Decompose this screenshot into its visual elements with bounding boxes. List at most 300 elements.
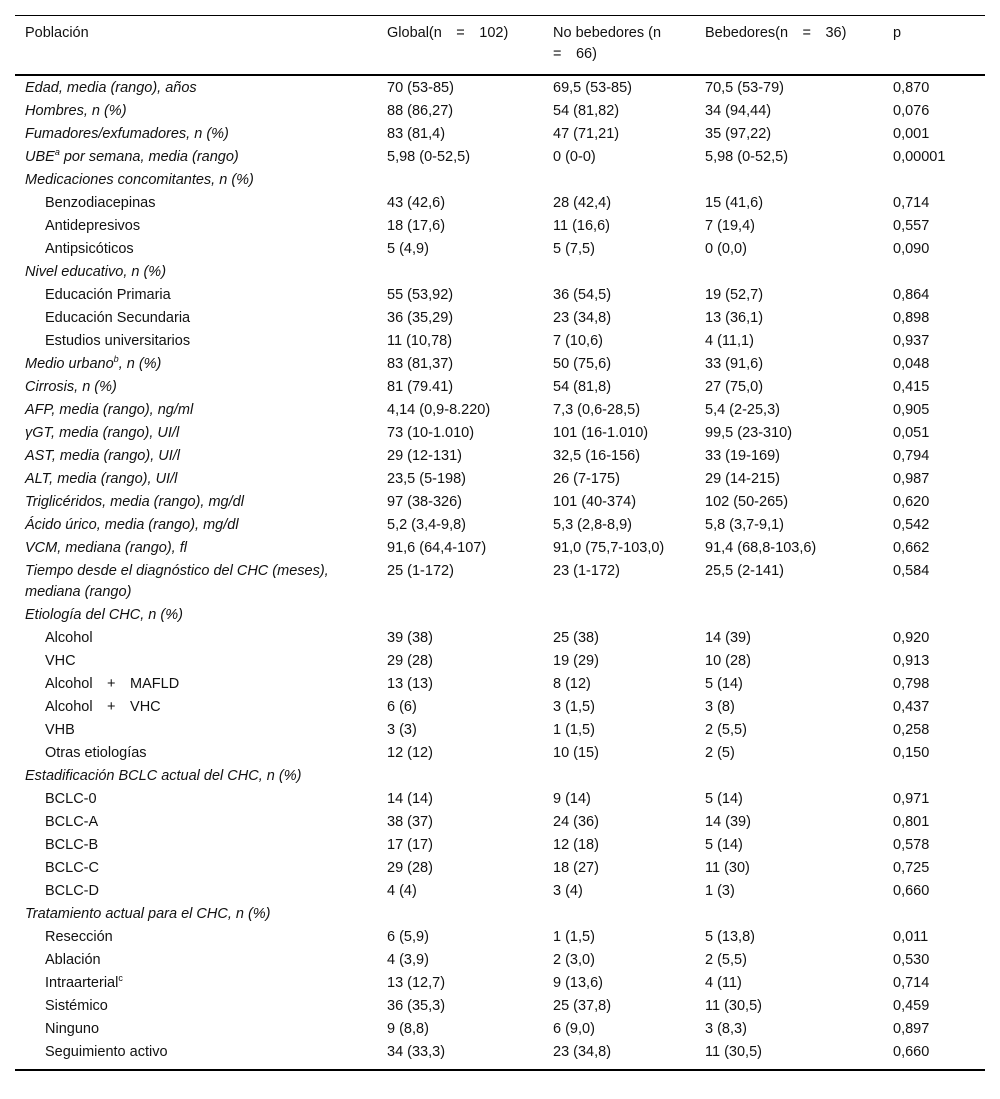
row-label-text: Tratamiento actual para el CHC, n (%) bbox=[25, 906, 271, 922]
cell-global: 14 (14) bbox=[387, 791, 433, 807]
cell-bebedores: 5,98 (0-52,5) bbox=[705, 149, 789, 165]
cell-no-bebedores: 24 (36) bbox=[553, 814, 599, 830]
cell-p-value: 0,798 bbox=[893, 676, 930, 692]
row-label-text: Intraarterial bbox=[45, 975, 119, 991]
cell-global: 29 (28) bbox=[387, 860, 433, 876]
header-bebedores: Bebedores(n = 36) bbox=[705, 25, 847, 41]
cell-bebedores: 14 (39) bbox=[705, 814, 751, 830]
table-row bbox=[15, 995, 985, 1018]
cell-global: 3 (3) bbox=[387, 722, 417, 738]
table-row bbox=[15, 627, 985, 650]
cell-p-value: 0,437 bbox=[893, 699, 930, 715]
cell-p-value: 0,864 bbox=[893, 287, 930, 303]
cell-p-value: 0,794 bbox=[893, 448, 930, 464]
row-sublabel bbox=[15, 192, 377, 215]
cell-bebedores: 33 (91,6) bbox=[705, 356, 764, 372]
row-label-text: Alcohol + MAFLD bbox=[45, 676, 180, 692]
cell-global: 13 (12,7) bbox=[387, 975, 446, 991]
cell-no-bebedores: 101 (16-1.010) bbox=[553, 425, 649, 441]
row-label bbox=[15, 169, 377, 192]
table-row bbox=[15, 468, 985, 491]
row-label bbox=[15, 376, 377, 399]
cell-global: 5,98 (0-52,5) bbox=[387, 149, 471, 165]
table-row bbox=[15, 650, 985, 673]
cell-no-bebedores: 18 (27) bbox=[553, 860, 599, 876]
row-label-text: Edad, media (rango), años bbox=[25, 80, 197, 96]
row-label-text: BCLC-A bbox=[45, 814, 99, 830]
cell-global: 12 (12) bbox=[387, 745, 433, 761]
cell-global: 36 (35,3) bbox=[387, 998, 446, 1014]
cell-global: 83 (81,37) bbox=[387, 356, 454, 372]
table-row bbox=[15, 537, 985, 560]
table-row bbox=[15, 560, 985, 604]
cell-p-value: 0,801 bbox=[893, 814, 930, 830]
row-label bbox=[15, 903, 377, 926]
cell-no-bebedores: 9 (14) bbox=[553, 791, 591, 807]
table-row bbox=[15, 765, 985, 788]
table-row bbox=[15, 192, 985, 215]
table-row bbox=[15, 330, 985, 353]
footnote-marker: c bbox=[118, 973, 123, 983]
cell-p-value: 0,662 bbox=[893, 540, 930, 556]
cell-bebedores: 4 (11,1) bbox=[705, 333, 754, 349]
table-row bbox=[15, 261, 985, 284]
row-label-text: Ácido úrico, media (rango), mg/dl bbox=[25, 517, 239, 533]
row-sublabel bbox=[15, 215, 377, 238]
row-label bbox=[15, 468, 377, 491]
cell-global bbox=[377, 604, 543, 627]
cell-global: 36 (35,29) bbox=[387, 310, 454, 326]
table-row bbox=[15, 673, 985, 696]
cell-global: 29 (12-131) bbox=[387, 448, 462, 464]
cell-no-bebedores bbox=[543, 604, 695, 627]
header-row bbox=[15, 16, 985, 76]
cell-bebedores: 102 (50-265) bbox=[705, 494, 789, 510]
row-sublabel bbox=[15, 742, 377, 765]
cell-bebedores: 2 (5) bbox=[705, 745, 735, 761]
cell-global: 23,5 (5-198) bbox=[387, 471, 466, 487]
row-sublabel bbox=[15, 696, 377, 719]
row-label-text: Hombres, n (%) bbox=[25, 103, 127, 119]
row-label-text: Ablación bbox=[45, 952, 101, 968]
row-label-text: Fumadores/exfumadores, n (%) bbox=[25, 126, 229, 142]
cell-no-bebedores: 8 (12) bbox=[553, 676, 591, 692]
cell-no-bebedores: 91,0 (75,7-103,0) bbox=[553, 540, 665, 556]
table-row bbox=[15, 284, 985, 307]
row-label-text: Alcohol bbox=[45, 630, 93, 646]
cell-global: 81 (79.41) bbox=[387, 379, 454, 395]
cell-bebedores: 3 (8,3) bbox=[705, 1021, 747, 1037]
cell-global: 9 (8,8) bbox=[387, 1021, 429, 1037]
row-label-text: BCLC-B bbox=[45, 837, 99, 853]
cell-p-value bbox=[883, 261, 985, 284]
table-row bbox=[15, 1041, 985, 1070]
table-row bbox=[15, 1018, 985, 1041]
row-label bbox=[15, 399, 377, 422]
cell-global: 4 (4) bbox=[387, 883, 417, 899]
cell-bebedores: 91,4 (68,8-103,6) bbox=[705, 540, 817, 556]
table-row bbox=[15, 422, 985, 445]
header-global: Global(n = 102) bbox=[387, 25, 509, 41]
cell-global: 88 (86,27) bbox=[387, 103, 454, 119]
row-sublabel bbox=[15, 284, 377, 307]
table-row bbox=[15, 445, 985, 468]
header-p-value: p bbox=[893, 25, 902, 41]
cell-no-bebedores: 11 (16,6) bbox=[553, 218, 610, 234]
row-sublabel bbox=[15, 926, 377, 949]
population-characteristics-table bbox=[15, 15, 985, 1071]
header-poblacion: Población bbox=[25, 25, 89, 41]
cell-global: 29 (28) bbox=[387, 653, 433, 669]
cell-p-value: 0,660 bbox=[893, 1044, 930, 1060]
row-sublabel bbox=[15, 857, 377, 880]
footnote-marker: b bbox=[113, 354, 119, 364]
cell-global: 4 (3,9) bbox=[387, 952, 429, 968]
cell-bebedores: 1 (3) bbox=[705, 883, 735, 899]
cell-p-value: 0,542 bbox=[893, 517, 930, 533]
table-row bbox=[15, 215, 985, 238]
cell-global: 73 (10-1.010) bbox=[387, 425, 475, 441]
cell-global bbox=[377, 261, 543, 284]
cell-no-bebedores: 0 (0-0) bbox=[553, 149, 596, 165]
cell-no-bebedores: 5 (7,5) bbox=[553, 241, 595, 257]
cell-bebedores: 14 (39) bbox=[705, 630, 751, 646]
cell-no-bebedores: 23 (34,8) bbox=[553, 1044, 612, 1060]
cell-bebedores: 25,5 (2-141) bbox=[705, 563, 784, 579]
cell-bebedores: 5 (14) bbox=[705, 676, 743, 692]
row-label bbox=[15, 491, 377, 514]
cell-p-value: 0,011 bbox=[893, 929, 929, 945]
cell-bebedores: 10 (28) bbox=[705, 653, 751, 669]
row-label-text: BCLC-C bbox=[45, 860, 99, 876]
cell-no-bebedores: 9 (13,6) bbox=[553, 975, 603, 991]
cell-global: 38 (37) bbox=[387, 814, 433, 830]
cell-bebedores: 11 (30,5) bbox=[705, 998, 762, 1014]
cell-no-bebedores: 5,3 (2,8-8,9) bbox=[553, 517, 632, 533]
row-label-text: Medicaciones concomitantes, n (%) bbox=[25, 172, 254, 188]
row-label-text: Antipsicóticos bbox=[45, 241, 134, 257]
row-sublabel bbox=[15, 238, 377, 261]
cell-p-value bbox=[883, 903, 985, 926]
row-label bbox=[15, 75, 377, 100]
cell-no-bebedores: 23 (1-172) bbox=[553, 563, 620, 579]
results-table-container bbox=[15, 15, 985, 1071]
cell-no-bebedores: 2 (3,0) bbox=[553, 952, 595, 968]
table-row bbox=[15, 75, 985, 100]
cell-p-value: 0,937 bbox=[893, 333, 930, 349]
row-label bbox=[15, 537, 377, 560]
cell-p-value: 0,987 bbox=[893, 471, 930, 487]
cell-no-bebedores: 3 (1,5) bbox=[553, 699, 595, 715]
cell-bebedores: 3 (8) bbox=[705, 699, 735, 715]
cell-p-value bbox=[883, 169, 985, 192]
row-label-text: γGT, media (rango), UI/l bbox=[25, 425, 180, 441]
cell-global bbox=[377, 903, 543, 926]
cell-bebedores: 13 (36,1) bbox=[705, 310, 764, 326]
row-label-text: VHC bbox=[45, 653, 76, 669]
cell-bebedores: 5 (14) bbox=[705, 837, 743, 853]
cell-p-value: 0,001 bbox=[893, 126, 930, 142]
cell-p-value: 0,913 bbox=[893, 653, 930, 669]
row-sublabel bbox=[15, 307, 377, 330]
cell-bebedores: 99,5 (23-310) bbox=[705, 425, 793, 441]
cell-bebedores: 4 (11) bbox=[705, 975, 742, 991]
row-sublabel bbox=[15, 1018, 377, 1041]
footnote-marker: a bbox=[54, 147, 60, 157]
cell-p-value: 0,258 bbox=[893, 722, 930, 738]
table-row bbox=[15, 514, 985, 537]
cell-bebedores: 70,5 (53-79) bbox=[705, 80, 784, 96]
cell-p-value: 0,584 bbox=[893, 563, 930, 579]
table-row bbox=[15, 399, 985, 422]
cell-no-bebedores: 28 (42,4) bbox=[553, 195, 612, 211]
cell-p-value: 0,00001 bbox=[893, 149, 946, 165]
cell-bebedores: 19 (52,7) bbox=[705, 287, 764, 303]
cell-global: 39 (38) bbox=[387, 630, 433, 646]
cell-p-value: 0,076 bbox=[893, 103, 930, 119]
cell-p-value: 0,897 bbox=[893, 1021, 930, 1037]
cell-global: 13 (13) bbox=[387, 676, 433, 692]
row-label-text: UBE bbox=[25, 149, 55, 165]
row-label-text: Educación Primaria bbox=[45, 287, 171, 303]
table-row bbox=[15, 811, 985, 834]
row-label bbox=[15, 560, 377, 604]
row-sublabel bbox=[15, 811, 377, 834]
cell-p-value: 0,150 bbox=[893, 745, 930, 761]
header-no-bebedores: No bebedores (n = 66) bbox=[553, 25, 676, 62]
table-row bbox=[15, 788, 985, 811]
row-sublabel bbox=[15, 949, 377, 972]
cell-no-bebedores: 19 (29) bbox=[553, 653, 599, 669]
row-label-text: VHB bbox=[45, 722, 75, 738]
cell-global: 55 (53,92) bbox=[387, 287, 454, 303]
cell-global: 5 (4,9) bbox=[387, 241, 429, 257]
row-label-text: Sistémico bbox=[45, 998, 108, 1014]
table-row bbox=[15, 903, 985, 926]
cell-no-bebedores: 50 (75,6) bbox=[553, 356, 612, 372]
row-label-text: Tiempo desde el diagnóstico del CHC (meses), mediana (rango) bbox=[25, 563, 329, 600]
row-label bbox=[15, 146, 377, 169]
row-label-text: Etiología del CHC, n (%) bbox=[25, 607, 183, 623]
cell-bebedores bbox=[695, 604, 883, 627]
cell-global: 6 (5,9) bbox=[387, 929, 429, 945]
row-label bbox=[15, 445, 377, 468]
cell-p-value: 0,971 bbox=[893, 791, 930, 807]
row-label-text: BCLC-0 bbox=[45, 791, 97, 807]
cell-no-bebedores: 101 (40-374) bbox=[553, 494, 637, 510]
row-label bbox=[15, 353, 377, 376]
cell-no-bebedores: 6 (9,0) bbox=[553, 1021, 595, 1037]
row-label-text: BCLC-D bbox=[45, 883, 99, 899]
cell-p-value: 0,725 bbox=[893, 860, 930, 876]
cell-no-bebedores: 54 (81,8) bbox=[553, 379, 612, 395]
cell-p-value: 0,048 bbox=[893, 356, 930, 372]
cell-global: 43 (42,6) bbox=[387, 195, 446, 211]
cell-p-value: 0,660 bbox=[893, 883, 930, 899]
cell-no-bebedores: 69,5 (53-85) bbox=[553, 80, 632, 96]
table-header bbox=[15, 16, 985, 76]
cell-global: 4,14 (0,9-8.220) bbox=[387, 402, 491, 418]
row-label bbox=[15, 100, 377, 123]
cell-bebedores: 35 (97,22) bbox=[705, 126, 772, 142]
table-row bbox=[15, 353, 985, 376]
cell-p-value: 0,557 bbox=[893, 218, 930, 234]
cell-no-bebedores bbox=[543, 903, 695, 926]
row-label-text: Triglicéridos, media (rango), mg/dl bbox=[25, 494, 244, 510]
cell-bebedores: 15 (41,6) bbox=[705, 195, 764, 211]
table-row bbox=[15, 857, 985, 880]
table-row bbox=[15, 238, 985, 261]
cell-no-bebedores: 32,5 (16-156) bbox=[553, 448, 641, 464]
cell-global bbox=[377, 169, 543, 192]
cell-no-bebedores: 12 (18) bbox=[553, 837, 599, 853]
row-label-text: Nivel educativo, n (%) bbox=[25, 264, 167, 280]
cell-p-value: 0,530 bbox=[893, 952, 930, 968]
table-row bbox=[15, 742, 985, 765]
cell-bebedores: 2 (5,5) bbox=[705, 722, 747, 738]
cell-p-value: 0,051 bbox=[893, 425, 930, 441]
cell-p-value: 0,920 bbox=[893, 630, 930, 646]
cell-global: 91,6 (64,4-107) bbox=[387, 540, 487, 556]
cell-no-bebedores: 23 (34,8) bbox=[553, 310, 612, 326]
row-sublabel bbox=[15, 834, 377, 857]
row-sublabel bbox=[15, 330, 377, 353]
cell-bebedores bbox=[695, 903, 883, 926]
table-body bbox=[15, 75, 985, 1070]
cell-bebedores: 5,4 (2-25,3) bbox=[705, 402, 780, 418]
row-sublabel bbox=[15, 673, 377, 696]
row-label bbox=[15, 422, 377, 445]
table-row bbox=[15, 604, 985, 627]
cell-no-bebedores: 1 (1,5) bbox=[553, 722, 595, 738]
table-row bbox=[15, 834, 985, 857]
row-label-text: AFP, media (rango), ng/ml bbox=[25, 402, 194, 418]
row-label-text: Benzodiacepinas bbox=[45, 195, 156, 211]
cell-bebedores: 5 (13,8) bbox=[705, 929, 755, 945]
cell-global: 5,2 (3,4-9,8) bbox=[387, 517, 466, 533]
table-row bbox=[15, 307, 985, 330]
cell-no-bebedores: 1 (1,5) bbox=[553, 929, 595, 945]
cell-p-value: 0,905 bbox=[893, 402, 930, 418]
cell-p-value: 0,090 bbox=[893, 241, 930, 257]
cell-global: 17 (17) bbox=[387, 837, 433, 853]
cell-no-bebedores: 54 (81,82) bbox=[553, 103, 620, 119]
row-sublabel bbox=[15, 627, 377, 650]
table-row bbox=[15, 169, 985, 192]
table-row bbox=[15, 146, 985, 169]
cell-bebedores: 29 (14-215) bbox=[705, 471, 780, 487]
cell-global: 25 (1-172) bbox=[387, 563, 454, 579]
cell-p-value: 0,898 bbox=[893, 310, 930, 326]
row-label bbox=[15, 123, 377, 146]
table-row bbox=[15, 376, 985, 399]
cell-bebedores: 34 (94,44) bbox=[705, 103, 772, 119]
cell-no-bebedores bbox=[543, 261, 695, 284]
cell-bebedores bbox=[695, 765, 883, 788]
row-label-suffix: , n (%) bbox=[118, 356, 162, 372]
row-sublabel bbox=[15, 650, 377, 673]
row-label-text: Medio urbano bbox=[25, 356, 114, 372]
cell-p-value: 0,870 bbox=[893, 80, 930, 96]
table-row bbox=[15, 491, 985, 514]
cell-bebedores: 5 (14) bbox=[705, 791, 743, 807]
table-row bbox=[15, 949, 985, 972]
cell-no-bebedores: 25 (37,8) bbox=[553, 998, 612, 1014]
row-label bbox=[15, 514, 377, 537]
row-sublabel bbox=[15, 1041, 377, 1070]
row-sublabel bbox=[15, 995, 377, 1018]
row-label-text: Ninguno bbox=[45, 1021, 100, 1037]
cell-global: 6 (6) bbox=[387, 699, 417, 715]
table-row bbox=[15, 880, 985, 903]
cell-global: 97 (38-326) bbox=[387, 494, 462, 510]
cell-no-bebedores: 7,3 (0,6-28,5) bbox=[553, 402, 641, 418]
cell-p-value: 0,459 bbox=[893, 998, 930, 1014]
cell-bebedores: 5,8 (3,7-9,1) bbox=[705, 517, 784, 533]
cell-bebedores: 7 (19,4) bbox=[705, 218, 755, 234]
cell-bebedores: 27 (75,0) bbox=[705, 379, 764, 395]
row-label-text: Antidepresivos bbox=[45, 218, 141, 234]
cell-no-bebedores: 26 (7-175) bbox=[553, 471, 620, 487]
row-label-suffix: por semana, media (rango) bbox=[59, 149, 239, 165]
table-row bbox=[15, 123, 985, 146]
row-label bbox=[15, 261, 377, 284]
row-label-text: ALT, media (rango), UI/l bbox=[25, 471, 178, 487]
row-sublabel bbox=[15, 719, 377, 742]
cell-p-value: 0,578 bbox=[893, 837, 930, 853]
cell-global: 18 (17,6) bbox=[387, 218, 446, 234]
cell-no-bebedores: 10 (15) bbox=[553, 745, 599, 761]
row-label-text: VCM, mediana (rango), fl bbox=[25, 540, 187, 556]
cell-p-value bbox=[883, 765, 985, 788]
row-label bbox=[15, 604, 377, 627]
row-label-text: Estadificación BCLC actual del CHC, n (%) bbox=[25, 768, 302, 784]
cell-global: 11 (10,78) bbox=[387, 333, 453, 349]
cell-bebedores: 33 (19-169) bbox=[705, 448, 780, 464]
cell-no-bebedores: 7 (10,6) bbox=[553, 333, 603, 349]
cell-no-bebedores: 36 (54,5) bbox=[553, 287, 612, 303]
table-row bbox=[15, 926, 985, 949]
cell-global: 70 (53-85) bbox=[387, 80, 454, 96]
cell-no-bebedores bbox=[543, 169, 695, 192]
row-label-text: Resección bbox=[45, 929, 113, 945]
row-label-text: Otras etiologías bbox=[45, 745, 147, 761]
row-label-text: Seguimiento activo bbox=[45, 1044, 168, 1060]
row-label-text: AST, media (rango), UI/l bbox=[25, 448, 180, 464]
cell-p-value bbox=[883, 604, 985, 627]
table-row bbox=[15, 719, 985, 742]
row-label bbox=[15, 765, 377, 788]
row-sublabel bbox=[15, 972, 377, 995]
cell-no-bebedores: 25 (38) bbox=[553, 630, 599, 646]
cell-bebedores: 11 (30) bbox=[705, 860, 750, 876]
cell-no-bebedores bbox=[543, 765, 695, 788]
cell-bebedores: 0 (0,0) bbox=[705, 241, 747, 257]
cell-bebedores bbox=[695, 261, 883, 284]
cell-global: 34 (33,3) bbox=[387, 1044, 446, 1060]
cell-bebedores bbox=[695, 169, 883, 192]
row-label-text: Cirrosis, n (%) bbox=[25, 379, 117, 395]
cell-no-bebedores: 47 (71,21) bbox=[553, 126, 620, 142]
cell-p-value: 0,714 bbox=[893, 195, 930, 211]
cell-no-bebedores: 3 (4) bbox=[553, 883, 583, 899]
table-row bbox=[15, 696, 985, 719]
cell-bebedores: 2 (5,5) bbox=[705, 952, 747, 968]
row-label-text: Alcohol + VHC bbox=[45, 699, 161, 715]
row-label-text: Estudios universitarios bbox=[45, 333, 191, 349]
cell-p-value: 0,714 bbox=[893, 975, 930, 991]
row-sublabel bbox=[15, 880, 377, 903]
